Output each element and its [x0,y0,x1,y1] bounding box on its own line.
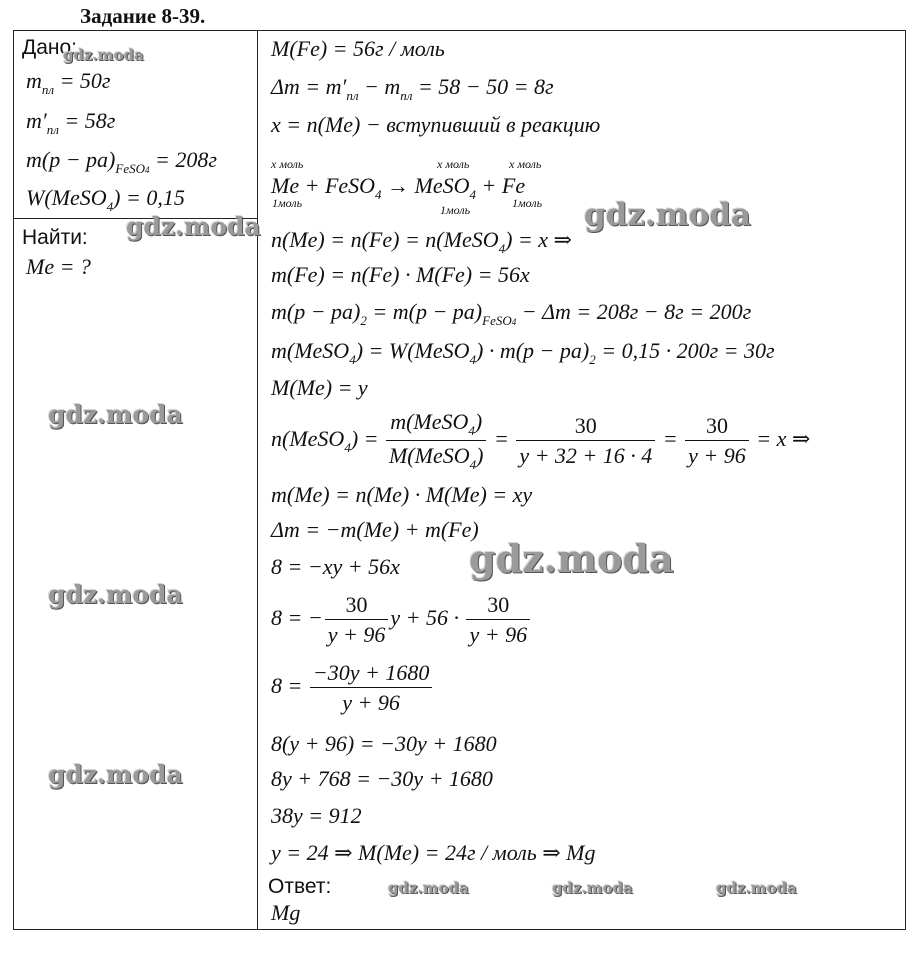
solution-line-2: $\Delta m = m'_{пл} - m_{пл} = 58 - 50 = 8г$ [271,74,554,103]
column-divider [257,30,258,930]
find-target: Me = ? [26,254,91,279]
table-right-border [905,30,906,930]
table-left-border [13,30,14,930]
given-m-pl: $m_{пл} = 50г$ [26,68,111,97]
fraction-m-over-M: $\frac{m(MeSO_4)}{M(MeSO_4)}$ [386,411,486,471]
solution-line-13: 8 = −xy + 56x [271,554,400,579]
solution-line-5: n(Me) = n(Fe) = n(MeSO$_4$) = x ⇒ [271,227,572,256]
eq-bottom-3: 1моль [512,196,543,210]
solution-line-6: m(Fe) = n(Fe) · M(Fe) = 56x [271,262,530,287]
watermark: gdz.moda [48,580,183,609]
watermark: gdz.moda [552,879,633,897]
watermark: gdz.moda [584,197,751,233]
reaction-equation: Me + FeSO$_4$ → MeSO$_4$ + Fe [271,173,526,202]
watermark: gdz.moda [48,760,183,789]
solution-line-12: Δm = −m(Me) + m(Fe) [271,517,479,542]
solution-line-16: 8(y + 96) = −30y + 1680 [271,731,497,756]
solution-line-11: m(Me) = n(Me) · M(Me) = xy [271,482,533,507]
fraction-14a: $\frac{30}{y + 96}$ [325,594,389,646]
fraction-30-over-y96: $\frac{30}{y + 96}$ [685,415,749,467]
given-m-pl-prime: $m'_{пл} = 58г$ [26,108,116,137]
task-title: Задание 8-39. [80,4,206,28]
solution-line-15: 8 = $\frac{-30y + 1680}{y + 96}$ [271,662,434,714]
solution-line-14: 8 = − $\frac{30}{y + 96}$ y + 56 · $\frac{30}{y + 96}$ [271,594,532,646]
solution-line-17: 8y + 768 = −30y + 1680 [271,766,493,791]
solution-line-9: M(Me) = y [271,375,368,400]
given-m-solution: $m(p - pa)_{FeSO4} = 208г$ [26,147,217,176]
solution-line-19: y = 24 ⇒ M(Me) = 24г / моль ⇒ Mg [271,840,596,865]
find-label: Найти: [22,226,88,249]
eq-bottom-2: 1моль [440,203,471,217]
fraction-15: $\frac{-30y + 1680}{y + 96}$ [310,662,432,714]
solution-line-3: x = n(Me) − вступивший в реакцию [271,112,601,137]
solution-line-10: n(MeSO$_4$) = $\frac{m(MeSO_4)}{M(MeSO_4)}$ = $\frac{30}{y + 32 + 16 \cdot 4}$ = $\frac{30}{y + 96}$ = x ⇒ [271,409,811,472]
fraction-30-over-full: $\frac{30}{y + 32 + 16 \cdot 4}$ [516,415,655,467]
table-bottom-border [13,929,906,930]
solution-line-8: m(MeSO$_4$) = W(MeSO$_4$) · $m(p - pa)_2 = 0,15 \cdot 200г = 30г$ [271,338,775,367]
solution-line-1: M(Fe) = 56г / моль [271,36,445,61]
given-w: W(MeSO$_4$) = 0,15 [26,185,185,214]
watermark: gdz.moda [63,46,144,64]
watermark: gdz.moda [388,879,469,897]
solution-line-7: $m(p - pa)_2 = m(p - pa)_{FeSO4} - \Delta m = 208г - 8г = 200г$ [271,299,752,328]
table-top-border [13,30,906,31]
answer-value: Mg [271,900,301,925]
eq-top-2: x моль [437,157,470,171]
eq-top-3: x моль [509,157,542,171]
watermark: gdz.moda [126,212,261,241]
watermark: gdz.moda [716,879,797,897]
fraction-14b: $\frac{30}{y + 96}$ [466,594,530,646]
watermark: gdz.moda [469,536,674,581]
eq-bottom-1: 1моль [272,196,303,210]
given-label: Дано: [22,36,78,59]
watermark: gdz.moda [48,400,183,429]
answer-label: Ответ: [268,875,332,898]
eq-top-1: x моль [271,157,304,171]
solution-line-18: 38y = 912 [271,803,362,828]
